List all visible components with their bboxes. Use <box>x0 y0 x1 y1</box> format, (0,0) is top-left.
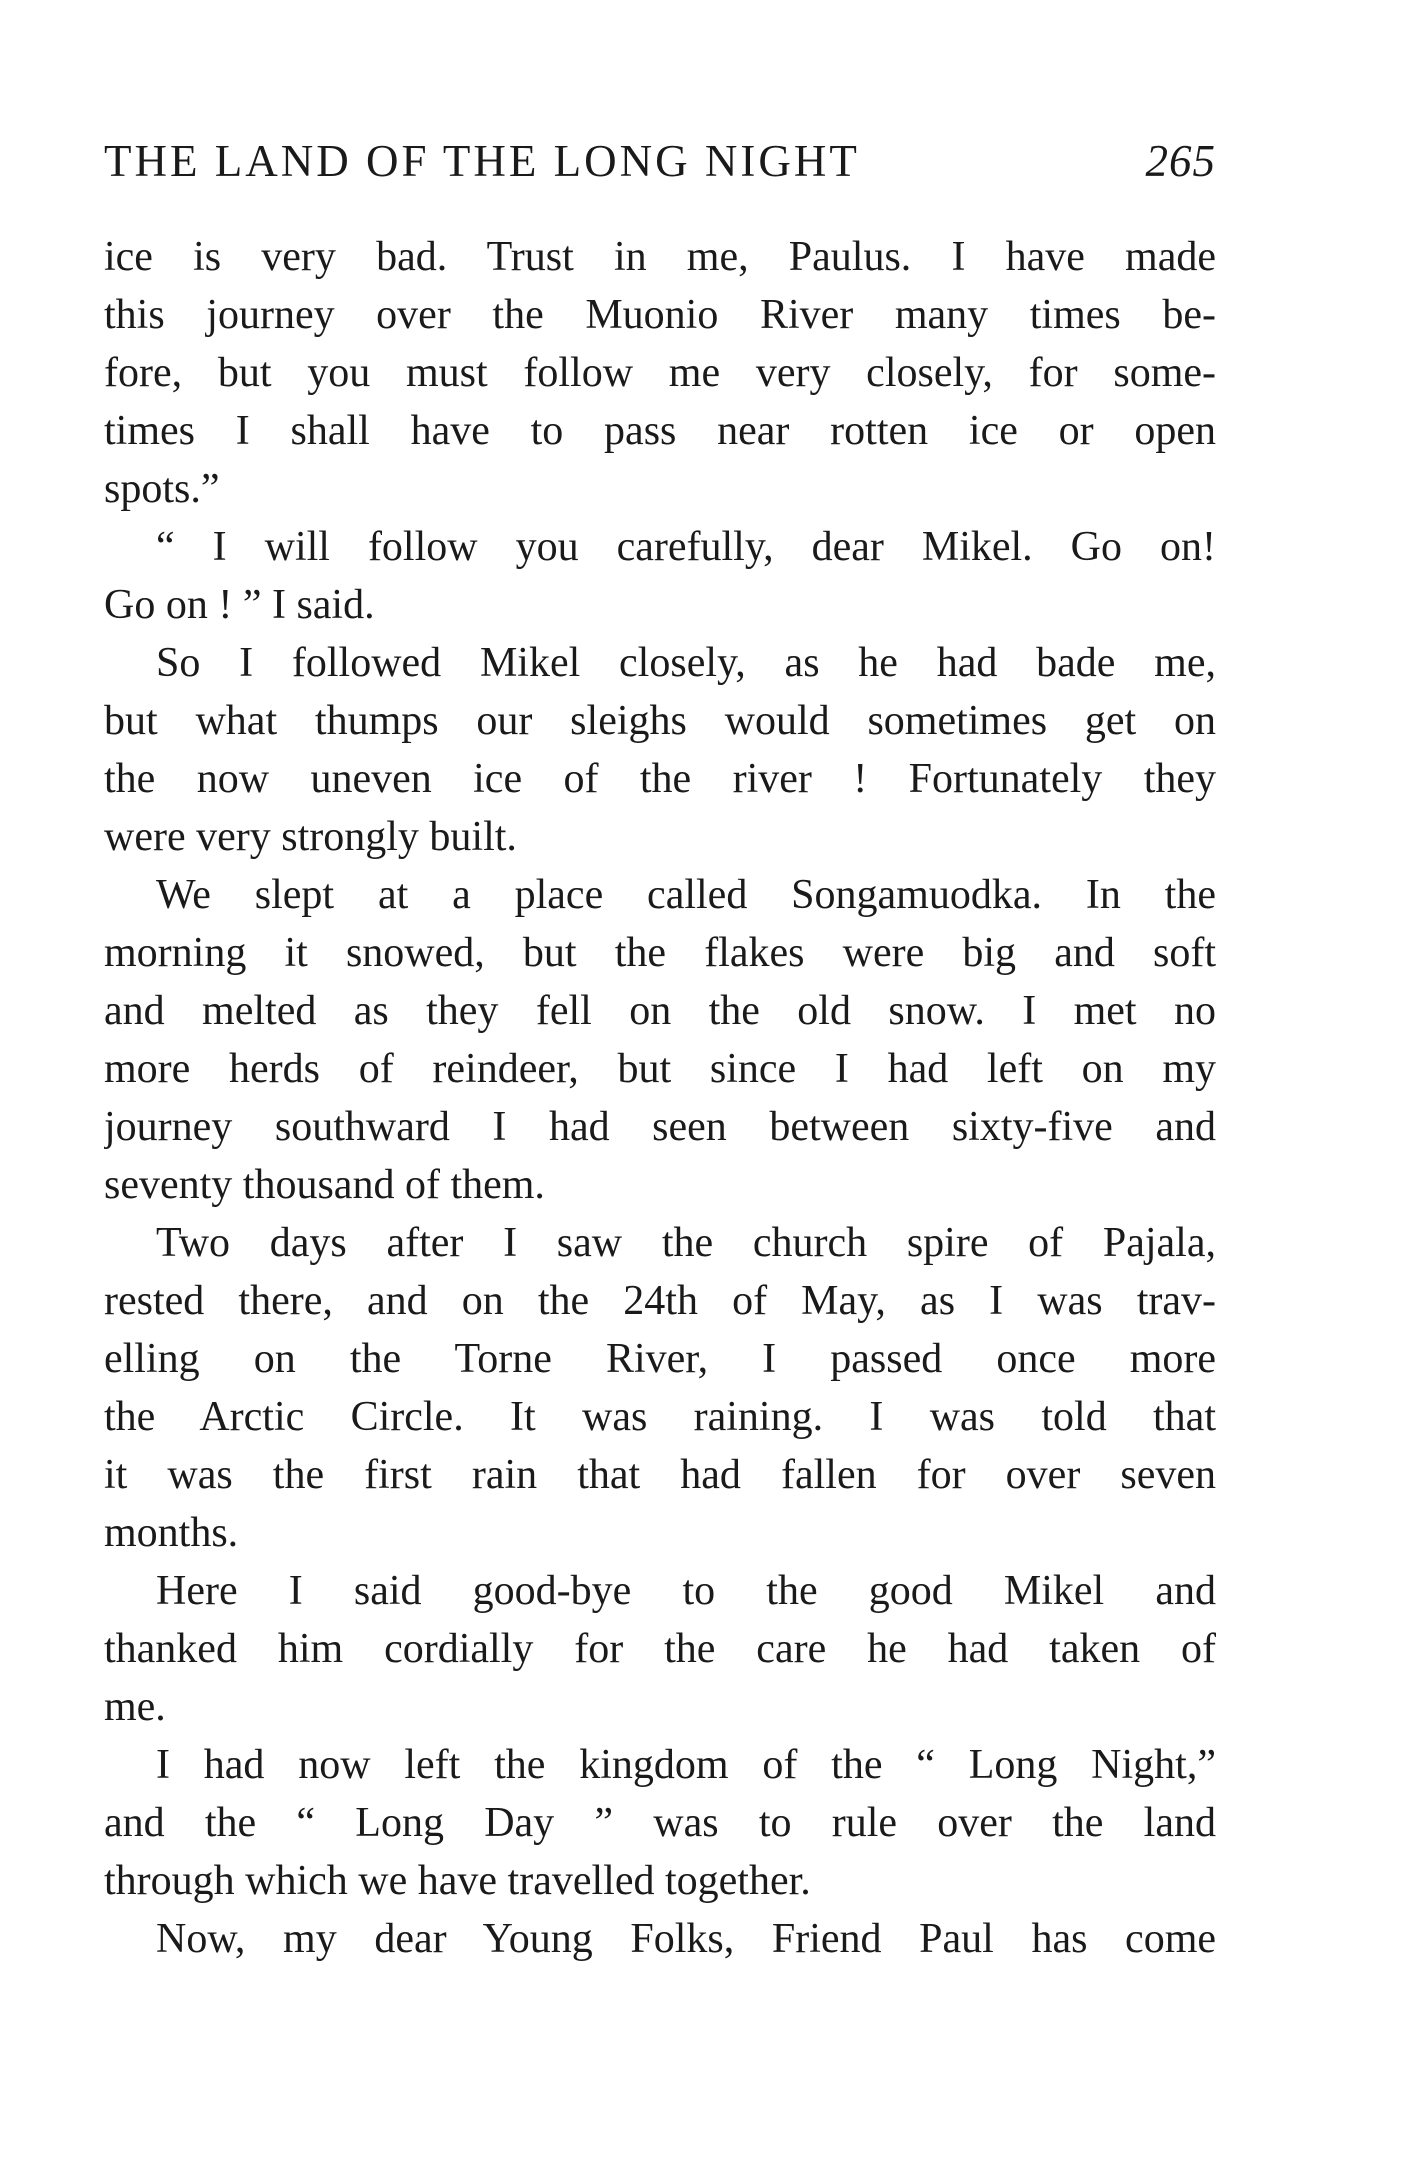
text-line: Now, my dear Young Folks, Friend Paul has come <box>156 1916 1216 1962</box>
text-line: months. <box>104 1510 239 1556</box>
text-line: morning it snowed, but the flakes were big and soft <box>104 930 1216 976</box>
text-line: ice is very bad. Trust in me, Paulus. I have made <box>104 234 1216 280</box>
text-line: “ I will follow you carefully, dear Mikel. Go on! <box>156 524 1216 570</box>
text-line: Go on ! ” I said. <box>104 582 375 628</box>
text-line: through which we have travelled together. <box>104 1858 811 1904</box>
text-line: me. <box>104 1684 166 1730</box>
text-line: and the “ Long Day ” was to rule over the land <box>104 1800 1216 1846</box>
text-line: and melted as they fell on the old snow. I met no <box>104 988 1216 1034</box>
text-line: the Arctic Circle. It was raining. I was told that <box>104 1394 1216 1440</box>
text-line: the now uneven ice of the river ! Fortunately they <box>104 756 1216 802</box>
page-number: 265 <box>1145 136 1216 186</box>
text-line: We slept at a place called Songamuodka. In the <box>156 872 1216 918</box>
body-text <box>104 228 1216 1968</box>
text-line: Here I said good-bye to the good Mikel and <box>156 1568 1216 1614</box>
text-line: were very strongly built. <box>104 814 517 860</box>
text-line: thanked him cordially for the care he had taken of <box>104 1626 1216 1672</box>
page-header <box>104 131 1216 191</box>
text-line: seventy thousand of them. <box>104 1162 545 1208</box>
text-line: journey southward I had seen between sixty-five and <box>104 1104 1216 1150</box>
text-line: more herds of reindeer, but since I had left on my <box>104 1046 1216 1092</box>
text-line: fore, but you must follow me very closely, for some- <box>104 350 1216 396</box>
text-line: I had now left the kingdom of the “ Long Night,” <box>156 1742 1216 1788</box>
text-line: it was the first rain that had fallen for over seven <box>104 1452 1216 1498</box>
text-line: but what thumps our sleighs would sometimes get on <box>104 698 1216 744</box>
text-line: times I shall have to pass near rotten ice or open <box>104 408 1216 454</box>
text-line: spots.” <box>104 466 220 512</box>
text-line: Two days after I saw the church spire of Pajala, <box>156 1220 1216 1266</box>
text-line: this journey over the Muonio River many times be- <box>104 292 1216 338</box>
text-line: elling on the Torne River, I passed once more <box>104 1336 1216 1382</box>
text-line: So I followed Mikel closely, as he had bade me, <box>156 640 1216 686</box>
running-title: THE LAND OF THE LONG NIGHT <box>104 136 860 186</box>
text-line: rested there, and on the 24th of May, as I was trav- <box>104 1278 1216 1324</box>
